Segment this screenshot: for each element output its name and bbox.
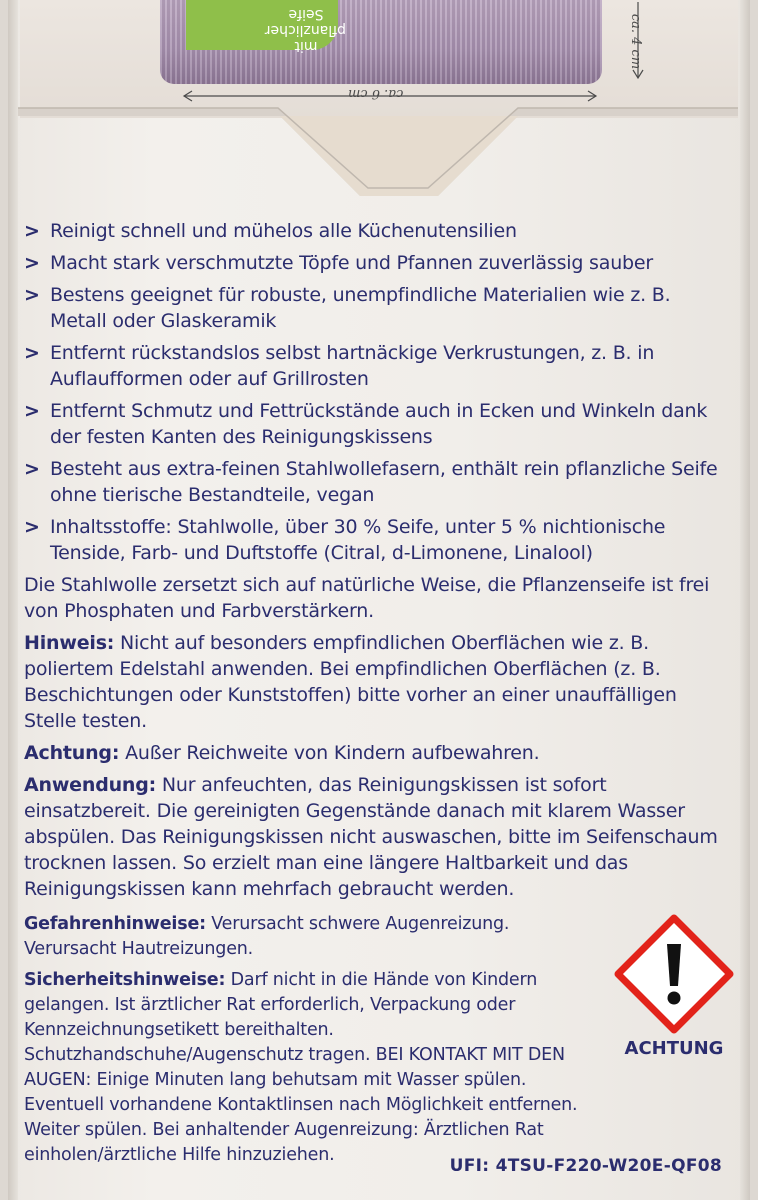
gefahren-text: Verursacht schwere Augenreizung. Verursacht Hautreizungen. — [24, 914, 510, 959]
achtung-label: Achtung: — [24, 742, 120, 764]
chevron-right-icon: > — [24, 220, 40, 242]
bullet-item: > Entfernt Schmutz und Fettrückstände auch in Ecken und Winkeln dank der festen Kanten des Reinigungskissens — [24, 400, 708, 448]
bullet-item: > Inhaltsstoffe: Stahlwolle, über 30 % Seife, unter 5 % nichtionische Tenside, Farb- und Duftstoffe (Citral, d-Limonene, Linalool) — [24, 516, 666, 564]
sicherheit-paragraph — [24, 968, 604, 1168]
chevron-right-icon: > — [24, 252, 40, 274]
box-right-edge — [740, 0, 750, 1200]
hinweis-text: Nicht auf besonders empfindlichen Oberflächen wie z. B. poliertem Edelstahl anwenden. Bei empfindlichen Oberflächen (z. B. Beschichtungen oder Kunststoffen) bitte vorher an einer unauffälligen Stelle testen. — [24, 632, 677, 732]
sicherheit-label: Sicherheitshinweise: — [24, 970, 226, 990]
ufi-code: UFI: 4TSU-F220-W20E-QF08 — [449, 1156, 722, 1176]
anwendung-label: Anwendung: — [24, 774, 157, 796]
bullet-item: > Entfernt rückstandslos selbst hartnäckige Verkrustungen, z. B. in Auflaufformen oder auf Grillrosten — [24, 342, 655, 390]
hinweis-label: Hinweis: — [24, 632, 115, 654]
gefahren-label: Gefahrenhinweise: — [24, 914, 206, 934]
intro-paragraph: Die Stahlwolle zersetzt sich auf natürliche Weise, die Pflanzenseife ist frei von Phosphaten und Farbverstärkern. — [24, 574, 710, 622]
green-sponge-label — [186, 0, 346, 54]
hinweis-paragraph — [24, 630, 730, 734]
chevron-right-icon: > — [24, 458, 40, 480]
anwendung-text: Nur anfeuchten, das Reinigungskissen ist sofort einsatzbereit. Die gereinigten Gegenstände danach mit klarem Wasser abspülen. Das Reinigungskissen nicht auswaschen, bitte im Seifenschaum trocknen lassen. So erzielt man eine längere Haltbarkeit und das Reinigungskissen kann mehrfach gebraucht werden. — [24, 774, 718, 900]
exclamation-mark-hazard-icon — [614, 914, 734, 1034]
sicherheit-text: Darf nicht in die Hände von Kindern gelangen. Ist ärztlicher Rat erforderlich, Verpackung oder Kennzeichnungsetikett bereithalten. Schutzhandschuhe/Augenschutz tragen. BEI KONTAKT MIT DEN AUGEN: Einige Minuten lang behutsam mit Wasser spülen. Eventuell vorhandene Kontaktlinsen nach Möglichkeit entfernen. Weiter spülen. Bei anhaltender Augenreizung: Ärztlichen Rat einholen/ärztliche Hilfe hinzuziehen. — [24, 970, 578, 1165]
box-left-edge — [8, 0, 18, 1200]
dimension-height-label: ca. 4 cm — [628, 13, 644, 70]
bullet-item: > Reinigt schnell und mühelos alle Küchenutensilien — [24, 220, 517, 242]
gefahren-paragraph — [24, 912, 604, 962]
achtung-text: Außer Reichweite von Kindern aufbewahren. — [119, 742, 540, 764]
bullet-item: > Macht stark verschmutzte Töpfe und Pfannen zuverlässig sauber — [24, 252, 653, 274]
bullet-item: > Besteht aus extra-feinen Stahlwollefasern, enthält rein pflanzliche Seife ohne tierische Bestandteile, vegan — [24, 458, 718, 506]
sponge-image — [160, 0, 602, 84]
chevron-right-icon: > — [24, 516, 40, 538]
achtung-paragraph — [24, 740, 730, 766]
signal-word: ACHTUNG — [624, 1038, 724, 1059]
dimension-height-arrow — [628, 0, 648, 82]
box-fold-flap — [18, 96, 738, 206]
chevron-right-icon: > — [24, 284, 40, 306]
chevron-right-icon: > — [24, 400, 40, 422]
sponge-label-text: mit pflanzlicher Seife — [264, 6, 346, 54]
bullet-item: > Bestens geeignet für robuste, unempfindliche Materialien wie z. B. Metall oder Glaskeramik — [24, 284, 671, 332]
chevron-right-icon: > — [24, 342, 40, 364]
dimension-width-label: ca. 6 cm — [348, 86, 404, 101]
anwendung-paragraph — [24, 772, 730, 902]
